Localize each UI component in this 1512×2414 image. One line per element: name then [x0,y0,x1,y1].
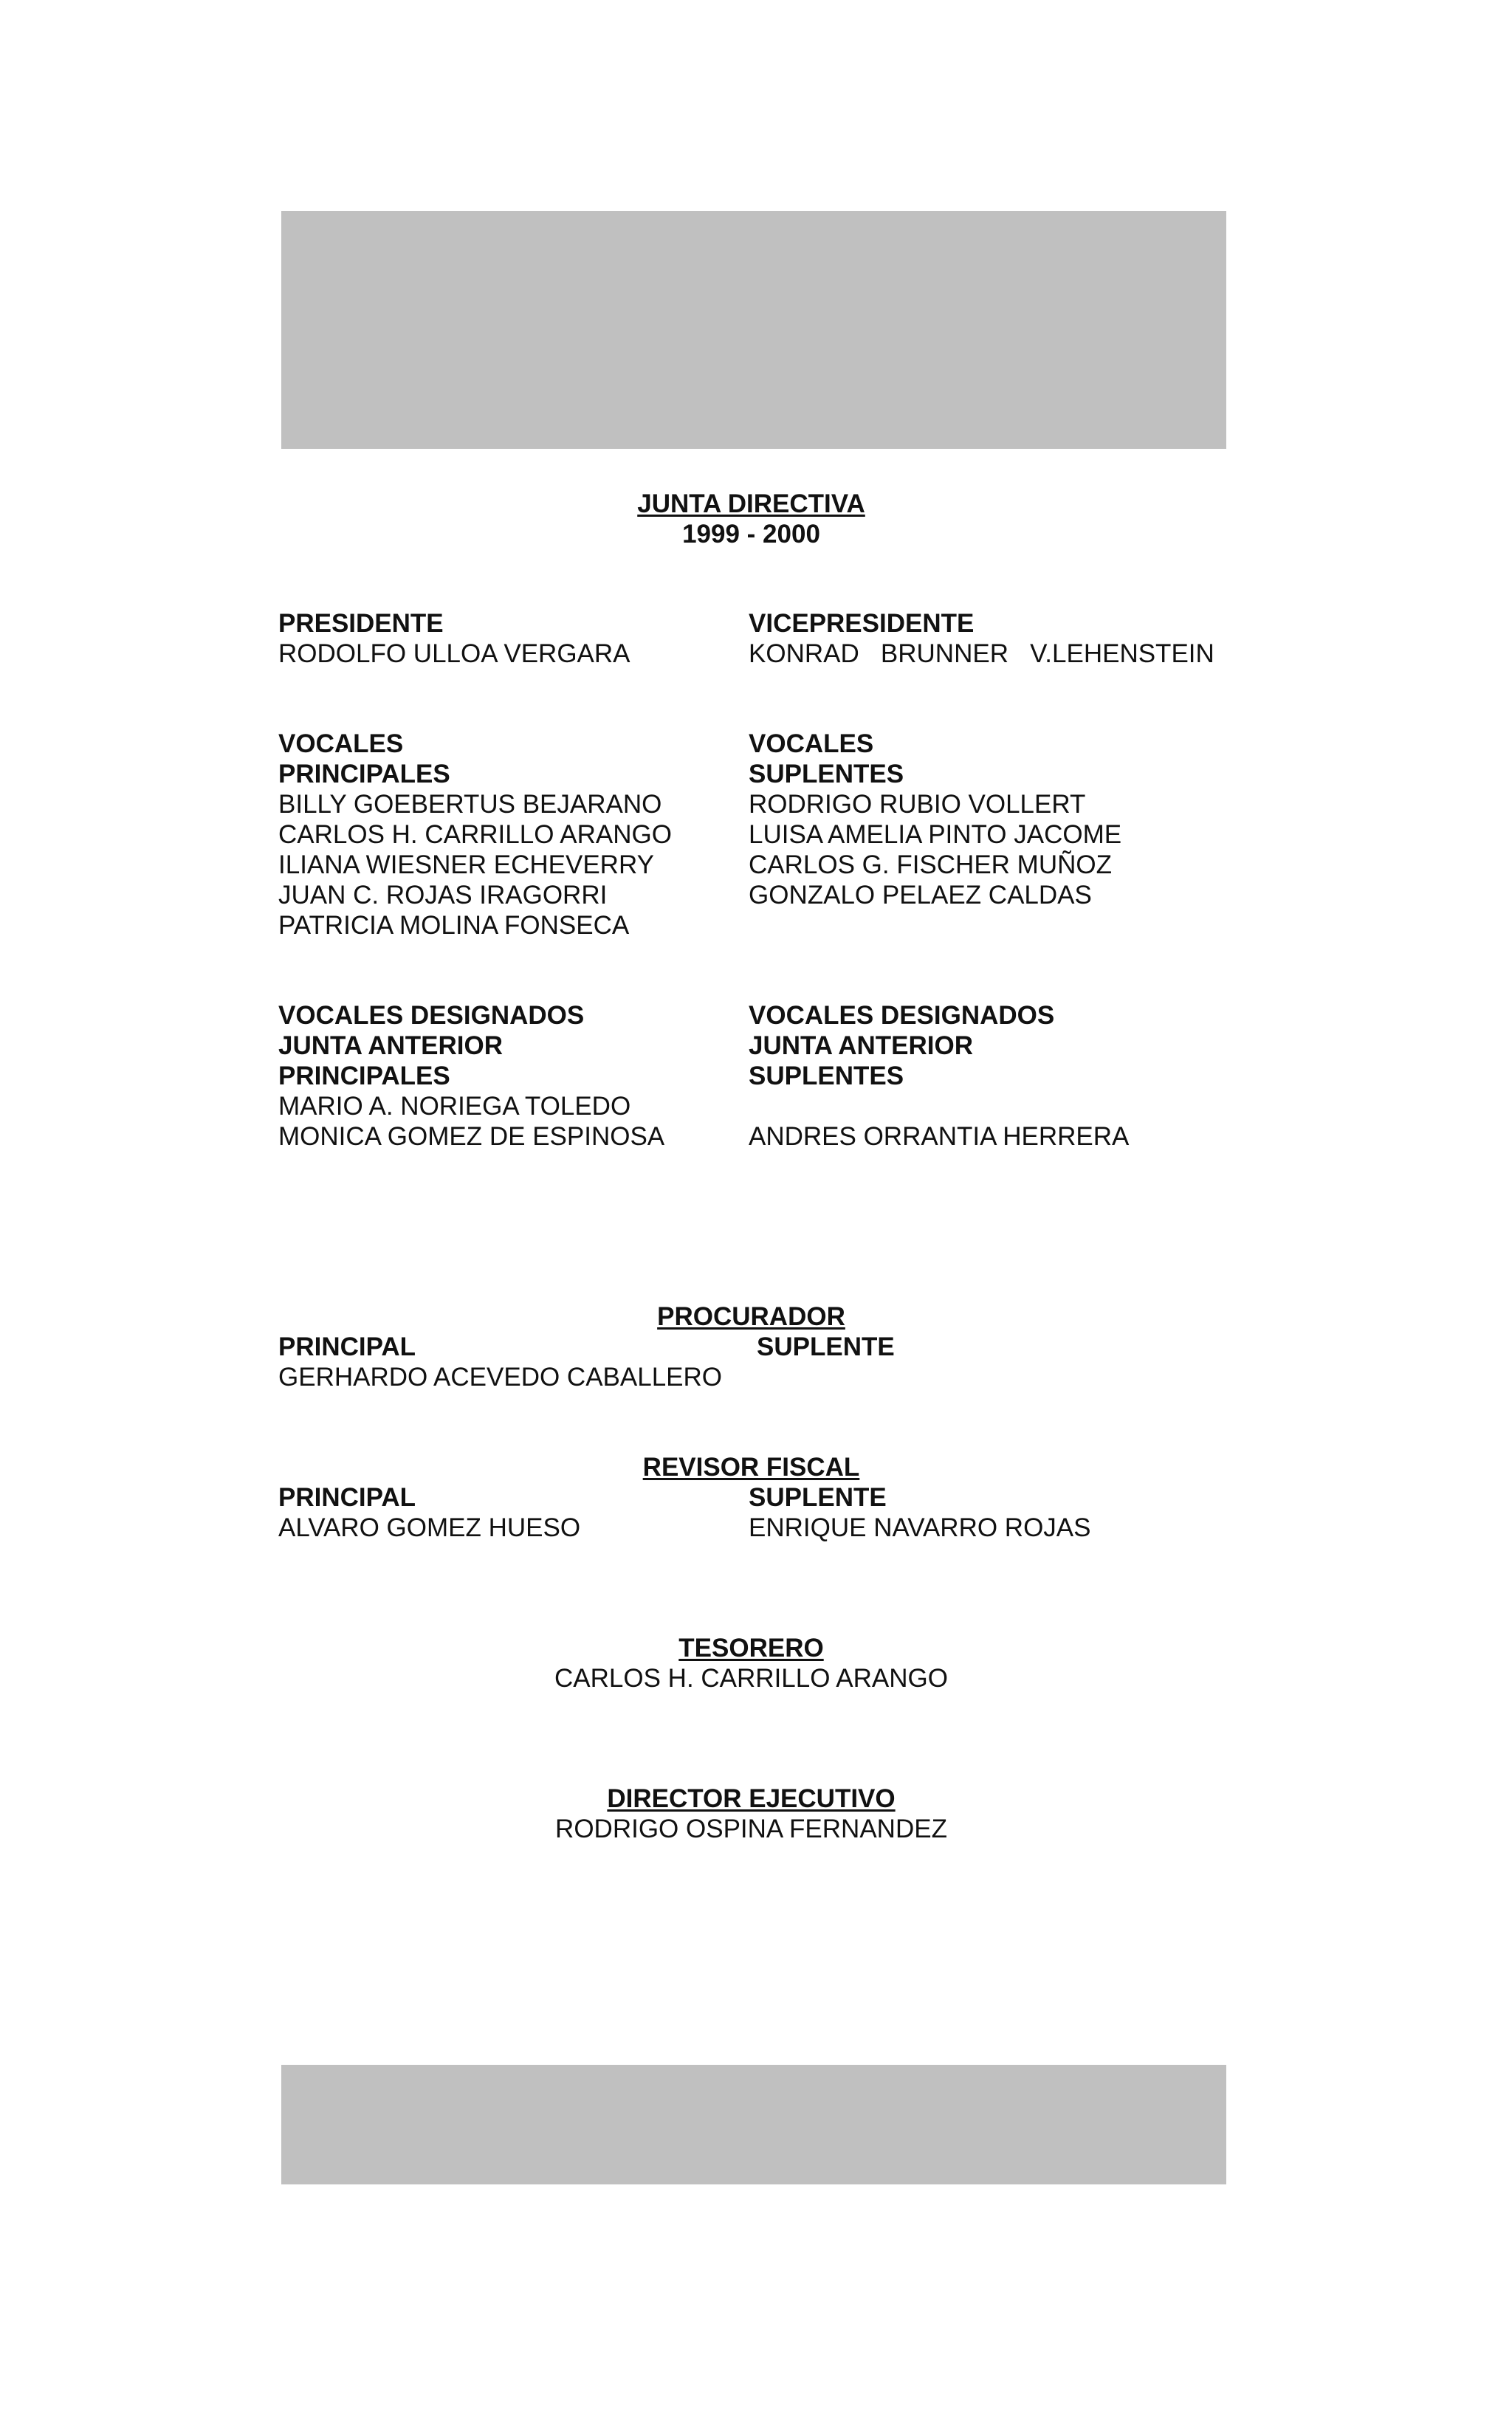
vocal-principal-name: BILLY GOEBERTUS BEJARANO [278,790,662,819]
revisor-suplente-name: ENRIQUE NAVARRO ROJAS [749,1513,1091,1542]
vocales-suplentes-heading-1: VOCALES [749,729,874,758]
vice-president-heading: VICEPRESIDENTE [749,609,975,638]
procurador-principal-label: PRINCIPAL [278,1332,416,1361]
vocales-principales-heading-2: PRINCIPALES [278,760,450,788]
revisor-suplente-label: SUPLENTE [749,1483,887,1512]
vocal-suplente-name: CARLOS G. FISCHER MUÑOZ [749,850,1112,879]
revisor-principal-name: ALVARO GOMEZ HUESO [278,1513,581,1542]
vocal-principal-name: ILIANA WIESNER ECHEVERRY [278,850,654,879]
vocal-principal-name: CARLOS H. CARRILLO ARANGO [278,820,672,849]
revisor-principal-label: PRINCIPAL [278,1483,416,1512]
designados-principales-heading-2: JUNTA ANTERIOR [278,1031,503,1060]
vocal-suplente-name: GONZALO PELAEZ CALDAS [749,881,1092,909]
document-title: JUNTA DIRECTIVA [637,489,865,518]
top-gray-band [281,211,1226,449]
bottom-gray-band [281,2065,1226,2184]
procurador-suplente-label: SUPLENTE [757,1332,895,1361]
procurador-principal-name: GERHARDO ACEVEDO CABALLERO [278,1363,722,1392]
designados-suplentes-heading-1: VOCALES DESIGNADOS [749,1001,1055,1030]
procurador-title: PROCURADOR [657,1302,845,1331]
vocales-suplentes-heading-2: SUPLENTES [749,760,904,788]
president-heading: PRESIDENTE [278,609,444,638]
document-period: 1999 - 2000 [682,520,820,549]
vocal-suplente-name: RODRIGO RUBIO VOLLERT [749,790,1086,819]
director-name: RODRIGO OSPINA FERNANDEZ [555,1815,947,1843]
designado-principal-name: MARIO A. NORIEGA TOLEDO [278,1092,631,1121]
revisor-fiscal-title: REVISOR FISCAL [642,1453,860,1482]
designados-suplentes-heading-3: SUPLENTES [749,1062,904,1090]
vice-president-name: KONRAD BRUNNER V.LEHENSTEIN [749,639,1214,668]
vocales-principales-heading-1: VOCALES [278,729,404,758]
tesorero-name: CARLOS H. CARRILLO ARANGO [554,1664,948,1693]
designados-principales-heading-3: PRINCIPALES [278,1062,450,1090]
director-title: DIRECTOR EJECUTIVO [607,1784,896,1813]
designados-principales-heading-1: VOCALES DESIGNADOS [278,1001,585,1030]
vocal-principal-name: JUAN C. ROJAS IRAGORRI [278,881,608,909]
designado-suplente-name: ANDRES ORRANTIA HERRERA [749,1122,1130,1151]
tesorero-title: TESORERO [678,1634,824,1662]
designados-suplentes-heading-2: JUNTA ANTERIOR [749,1031,973,1060]
vocal-principal-name: PATRICIA MOLINA FONSECA [278,911,630,940]
vocal-suplente-name: LUISA AMELIA PINTO JACOME [749,820,1122,849]
president-name: RODOLFO ULLOA VERGARA [278,639,630,668]
designado-principal-name: MONICA GOMEZ DE ESPINOSA [278,1122,665,1151]
